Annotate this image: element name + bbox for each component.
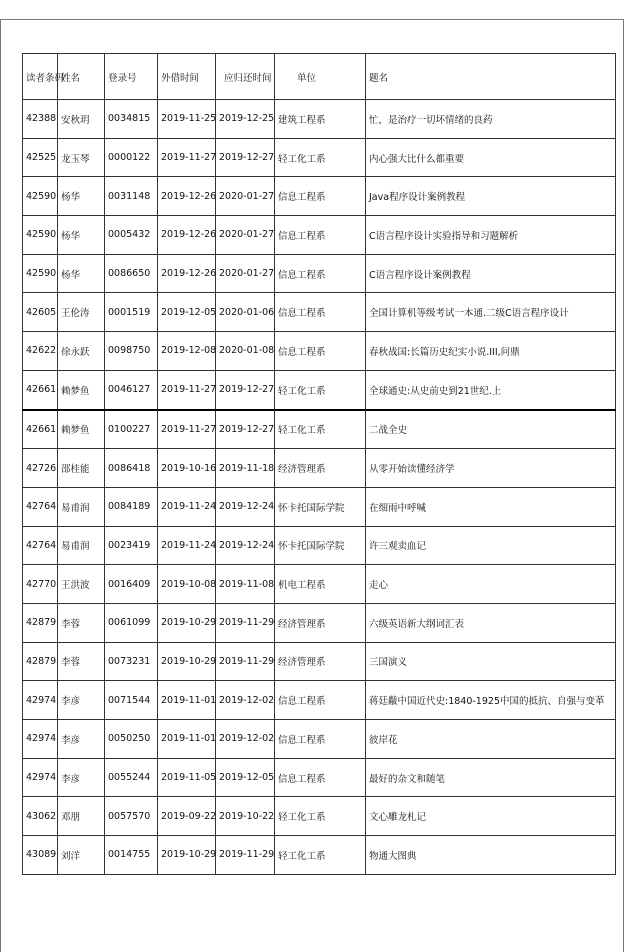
table-row (23, 720, 616, 759)
cell-loan-date: 2019-12-05 (158, 293, 216, 332)
cell-accession-number: 0086650 (105, 254, 158, 293)
cell-name: 李彦 (58, 758, 105, 797)
cell-name: 赖梦鱼 (58, 410, 105, 449)
cell-due-date: 2019-12-05 (216, 758, 275, 797)
loan-records-table (22, 53, 616, 875)
header-loan-date: 外借时间 (158, 54, 216, 100)
cell-loan-date: 2019-11-27 (158, 138, 216, 177)
cell-title: 在细雨中呼喊 (366, 487, 616, 526)
cell-accession-number: 0073231 (105, 642, 158, 681)
table-row (23, 410, 616, 449)
cell-department: 信息工程系 (275, 681, 366, 720)
cell-due-date: 2019-11-18 (216, 449, 275, 488)
cell-due-date: 2019-11-29 (216, 603, 275, 642)
cell-loan-date: 2019-10-29 (158, 603, 216, 642)
cell-reader-barcode: 42605 (23, 293, 58, 332)
cell-name: 邓朋 (58, 797, 105, 836)
table-row (23, 216, 616, 255)
cell-name: 李蓉 (58, 603, 105, 642)
cell-due-date: 2019-12-25 (216, 100, 275, 139)
cell-department: 经济管理系 (275, 642, 366, 681)
cell-reader-barcode: 42974 (23, 681, 58, 720)
cell-due-date: 2019-11-29 (216, 642, 275, 681)
cell-title: 三国演义 (366, 642, 616, 681)
cell-title: 内心强大比什么都重要 (366, 138, 616, 177)
cell-reader-barcode: 42764 (23, 526, 58, 565)
cell-reader-barcode: 42764 (23, 487, 58, 526)
table-row (23, 603, 616, 642)
table-row (23, 565, 616, 604)
header-name: 姓名 (58, 54, 105, 100)
cell-department: 机电工程系 (275, 565, 366, 604)
cell-name: 杨华 (58, 254, 105, 293)
cell-title: 文心雕龙札记 (366, 797, 616, 836)
cell-title: 六级英语新大纲词汇表 (366, 603, 616, 642)
cell-loan-date: 2019-11-24 (158, 526, 216, 565)
cell-name: 龙玉琴 (58, 138, 105, 177)
cell-due-date: 2019-10-22 (216, 797, 275, 836)
cell-loan-date: 2019-10-29 (158, 642, 216, 681)
page-frame-left (0, 19, 1, 952)
cell-name: 李蓉 (58, 642, 105, 681)
cell-reader-barcode: 42525 (23, 138, 58, 177)
cell-reader-barcode: 42974 (23, 720, 58, 759)
header-title: 题名 (366, 54, 616, 100)
cell-reader-barcode: 42770 (23, 565, 58, 604)
header-due-date: 应归还时间 (216, 54, 275, 100)
cell-name: 易甫润 (58, 526, 105, 565)
cell-due-date: 2019-11-29 (216, 836, 275, 875)
cell-accession-number: 0086418 (105, 449, 158, 488)
cell-accession-number: 0005432 (105, 216, 158, 255)
table-row (23, 797, 616, 836)
cell-loan-date: 2019-11-27 (158, 370, 216, 409)
cell-loan-date: 2019-12-26 (158, 254, 216, 293)
cell-loan-date: 2019-11-25 (158, 100, 216, 139)
cell-name: 赖梦鱼 (58, 370, 105, 409)
table-row (23, 138, 616, 177)
cell-due-date: 2020-01-08 (216, 332, 275, 371)
table-row (23, 836, 616, 875)
cell-due-date: 2020-01-27 (216, 216, 275, 255)
cell-loan-date: 2019-11-01 (158, 681, 216, 720)
cell-title: C语言程序设计案例教程 (366, 254, 616, 293)
cell-department: 轻工化工系 (275, 797, 366, 836)
cell-department: 信息工程系 (275, 177, 366, 216)
cell-reader-barcode: 42622 (23, 332, 58, 371)
cell-department: 怀卡托国际学院 (275, 526, 366, 565)
cell-loan-date: 2019-12-26 (158, 177, 216, 216)
cell-name: 李彦 (58, 681, 105, 720)
cell-reader-barcode: 42590 (23, 216, 58, 255)
cell-due-date: 2019-12-24 (216, 487, 275, 526)
cell-loan-date: 2019-11-05 (158, 758, 216, 797)
cell-accession-number: 0046127 (105, 370, 158, 409)
cell-name: 刘洋 (58, 836, 105, 875)
cell-reader-barcode: 43089 (23, 836, 58, 875)
cell-name: 王洪波 (58, 565, 105, 604)
cell-department: 信息工程系 (275, 332, 366, 371)
cell-department: 建筑工程系 (275, 100, 366, 139)
header-accession-number: 登录号 (105, 54, 158, 100)
table-row (23, 526, 616, 565)
cell-title: 彼岸花 (366, 720, 616, 759)
cell-department: 信息工程系 (275, 293, 366, 332)
cell-department: 信息工程系 (275, 720, 366, 759)
cell-due-date: 2019-11-08 (216, 565, 275, 604)
cell-name: 易甫润 (58, 487, 105, 526)
cell-due-date: 2019-12-02 (216, 720, 275, 759)
cell-accession-number: 0000122 (105, 138, 158, 177)
cell-reader-barcode: 42879 (23, 642, 58, 681)
cell-name: 徐永跃 (58, 332, 105, 371)
table-header-row (23, 54, 616, 100)
cell-name: 王伦涛 (58, 293, 105, 332)
header-reader-barcode: 读者条码 (23, 54, 58, 100)
cell-department: 经济管理系 (275, 603, 366, 642)
cell-title: 物通大图典 (366, 836, 616, 875)
cell-due-date: 2019-12-27 (216, 138, 275, 177)
header-department: 单位 (275, 54, 366, 100)
cell-loan-date: 2019-12-08 (158, 332, 216, 371)
cell-department: 信息工程系 (275, 216, 366, 255)
cell-reader-barcode: 42388 (23, 100, 58, 139)
cell-name: 邵桂能 (58, 449, 105, 488)
cell-title: 全国计算机等级考试一本通.二级C语言程序设计 (366, 293, 616, 332)
cell-reader-barcode: 42726 (23, 449, 58, 488)
cell-reader-barcode: 42661 (23, 370, 58, 409)
cell-department: 怀卡托国际学院 (275, 487, 366, 526)
cell-title: 从零开始读懂经济学 (366, 449, 616, 488)
cell-loan-date: 2019-10-16 (158, 449, 216, 488)
cell-accession-number: 0031148 (105, 177, 158, 216)
cell-accession-number: 0001519 (105, 293, 158, 332)
cell-department: 信息工程系 (275, 758, 366, 797)
cell-title: 许三观卖血记 (366, 526, 616, 565)
cell-title: 忙，是治疗一切坏情绪的良药 (366, 100, 616, 139)
cell-due-date: 2020-01-06 (216, 293, 275, 332)
cell-reader-barcode: 42879 (23, 603, 58, 642)
cell-loan-date: 2019-09-22 (158, 797, 216, 836)
cell-loan-date: 2019-12-26 (158, 216, 216, 255)
table-row (23, 642, 616, 681)
cell-due-date: 2019-12-24 (216, 526, 275, 565)
cell-department: 经济管理系 (275, 449, 366, 488)
cell-accession-number: 0023419 (105, 526, 158, 565)
cell-reader-barcode: 42590 (23, 254, 58, 293)
cell-reader-barcode: 42974 (23, 758, 58, 797)
cell-loan-date: 2019-11-27 (158, 410, 216, 449)
cell-title: 最好的杂文和随笔 (366, 758, 616, 797)
cell-title: 全球通史:从史前史到21世纪.上 (366, 370, 616, 409)
table-row (23, 449, 616, 488)
cell-accession-number: 0050250 (105, 720, 158, 759)
table-body (23, 100, 616, 875)
cell-reader-barcode: 42590 (23, 177, 58, 216)
table-row (23, 254, 616, 293)
cell-title: 走心 (366, 565, 616, 604)
table-row (23, 370, 616, 409)
cell-department: 轻工化工系 (275, 836, 366, 875)
cell-reader-barcode: 43062 (23, 797, 58, 836)
cell-accession-number: 0014755 (105, 836, 158, 875)
table-row (23, 487, 616, 526)
cell-accession-number: 0084189 (105, 487, 158, 526)
cell-accession-number: 0034815 (105, 100, 158, 139)
cell-title: 二战全史 (366, 410, 616, 449)
cell-department: 信息工程系 (275, 254, 366, 293)
table-row (23, 100, 616, 139)
cell-due-date: 2019-12-27 (216, 370, 275, 409)
cell-accession-number: 0057570 (105, 797, 158, 836)
cell-title: 春秋战国:长篇历史纪实小说.III,问鼎 (366, 332, 616, 371)
cell-due-date: 2020-01-27 (216, 177, 275, 216)
table-row (23, 681, 616, 720)
cell-name: 杨华 (58, 177, 105, 216)
cell-name: 杨华 (58, 216, 105, 255)
cell-name: 李彦 (58, 720, 105, 759)
cell-name: 安秋玥 (58, 100, 105, 139)
cell-loan-date: 2019-11-01 (158, 720, 216, 759)
cell-accession-number: 0071544 (105, 681, 158, 720)
cell-due-date: 2019-12-02 (216, 681, 275, 720)
cell-due-date: 2019-12-27 (216, 410, 275, 449)
cell-title: Java程序设计案例教程 (366, 177, 616, 216)
cell-reader-barcode: 42661 (23, 410, 58, 449)
cell-loan-date: 2019-10-29 (158, 836, 216, 875)
cell-accession-number: 0098750 (105, 332, 158, 371)
table-row (23, 332, 616, 371)
table-row (23, 758, 616, 797)
cell-accession-number: 0016409 (105, 565, 158, 604)
cell-loan-date: 2019-11-24 (158, 487, 216, 526)
cell-accession-number: 0055244 (105, 758, 158, 797)
cell-loan-date: 2019-10-08 (158, 565, 216, 604)
cell-accession-number: 0061099 (105, 603, 158, 642)
table-row (23, 177, 616, 216)
cell-due-date: 2020-01-27 (216, 254, 275, 293)
cell-title: 蒋廷黻中国近代史:1840-1925中国的抵抗、自强与变革 (366, 681, 616, 720)
table-row (23, 293, 616, 332)
cell-title: C语言程序设计实验指导和习题解析 (366, 216, 616, 255)
cell-department: 轻工化工系 (275, 410, 366, 449)
cell-accession-number: 0100227 (105, 410, 158, 449)
cell-department: 轻工化工系 (275, 370, 366, 409)
page-frame-top (0, 19, 624, 20)
cell-department: 轻工化工系 (275, 138, 366, 177)
